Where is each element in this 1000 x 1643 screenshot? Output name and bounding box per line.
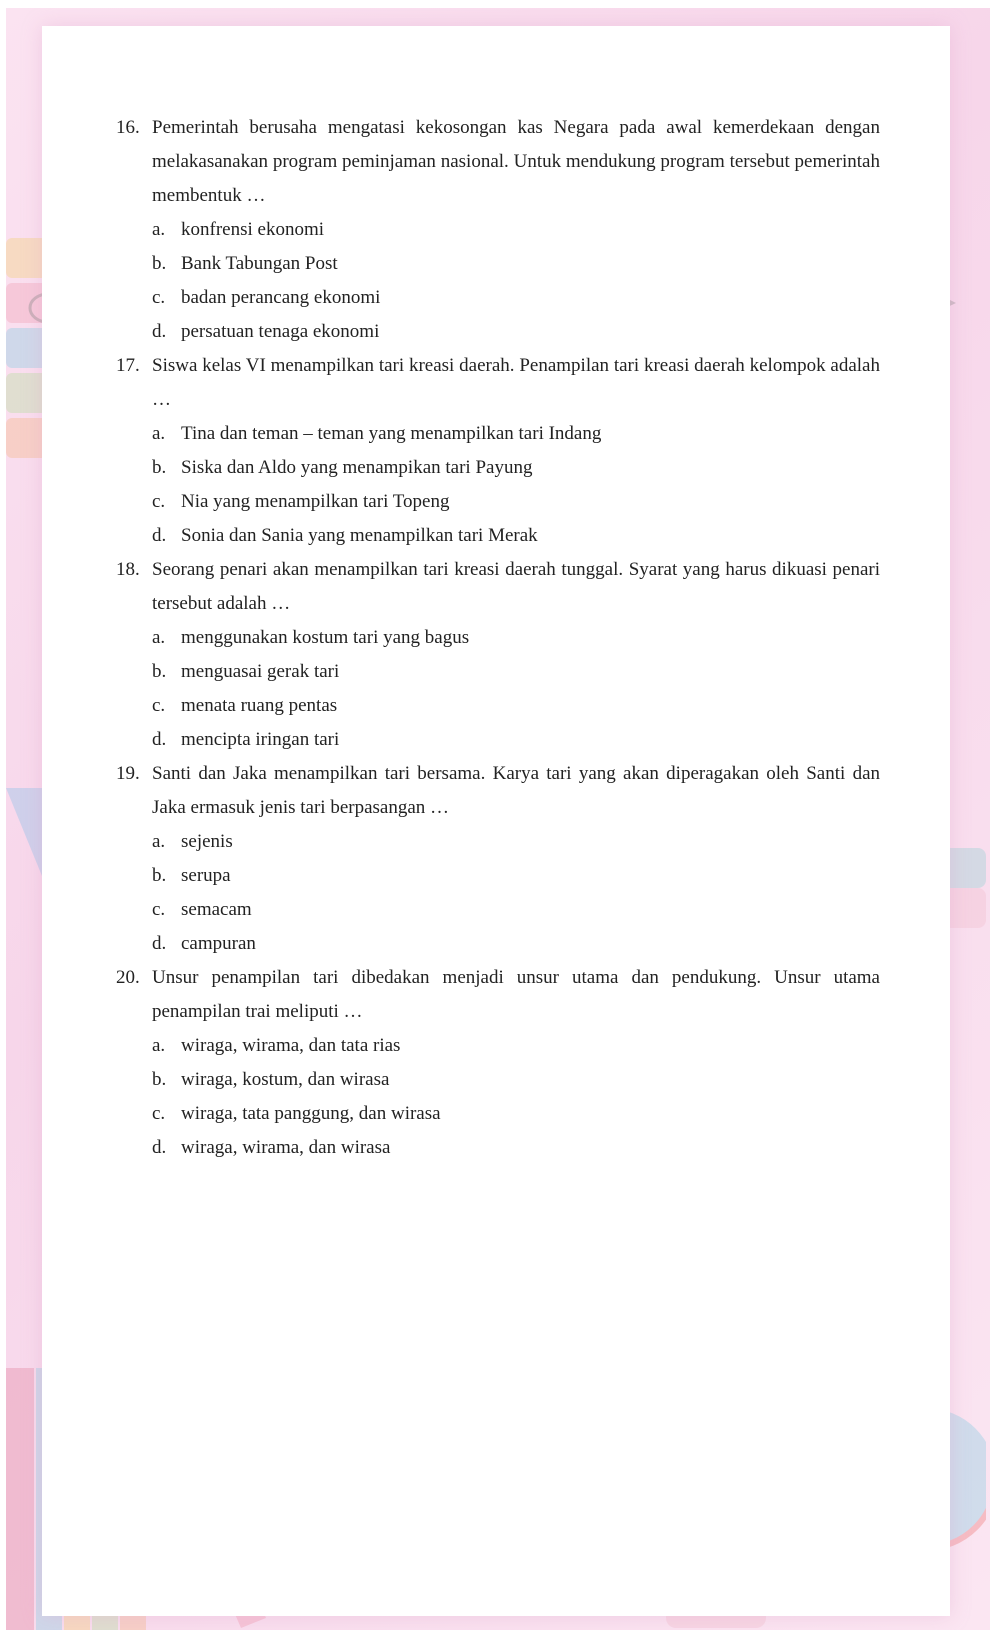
question-number: 17. [116,355,140,376]
option-d [152,315,880,349]
option-text: Siska dan Aldo yang menampikan tari Payung [181,457,533,478]
option-letter: b. [152,253,167,274]
option-text: menggunakan kostum tari yang bagus [181,627,470,648]
option-text: wiraga, wirama, dan wirasa [181,1137,391,1158]
question-text: Unsur penampilan tari dibedakan menjadi unsur utama dan pendukung. Unsur utama penampilan trai meliputi … [152,967,880,1022]
question-number: 18. [116,559,140,580]
option-text: konfrensi ekonomi [181,219,325,240]
option-a [152,825,880,859]
question-text: Santi dan Jaka menampilkan tari bersama. Karya tari yang akan diperagakan oleh Santi dan Jaka ermasuk jenis tari berpasangan … [152,763,880,818]
question-18 [116,553,880,757]
option-b [152,1063,880,1097]
option-letter: a. [152,627,166,648]
option-c [152,689,880,723]
option-letter: d. [152,525,167,546]
option-text: mencipta iringan tari [181,729,340,750]
option-d [152,927,880,961]
option-letter: c. [152,695,166,716]
question-17 [116,349,880,553]
option-text: wiraga, tata panggung, dan wirasa [181,1103,441,1124]
option-letter: c. [152,287,166,308]
option-letter: c. [152,1103,166,1124]
question-number: 20. [116,967,140,988]
question-text: Pemerintah berusaha mengatasi kekosongan kas Negara pada awal kemerdekaan dengan melakasanakan program peminjaman nasional. Untuk mendukung program tersebut pemerintah membentuk … [152,117,880,206]
option-b [152,247,880,281]
option-text: menata ruang pentas [181,695,338,716]
option-letter: d. [152,729,167,750]
option-letter: d. [152,1137,167,1158]
question-19 [116,757,880,961]
question-list [116,111,880,1165]
question-number: 19. [116,763,140,784]
option-letter: a. [152,423,166,444]
option-d [152,519,880,553]
option-b [152,451,880,485]
option-a [152,213,880,247]
option-text: Tina dan teman – teman yang menampilkan tari Indang [181,423,602,444]
option-letter: b. [152,1069,167,1090]
option-letter: b. [152,661,167,682]
option-text: wiraga, kostum, dan wirasa [181,1069,390,1090]
option-a [152,1029,880,1063]
question-text: Siswa kelas VI menampilkan tari kreasi daerah. Penampilan tari kreasi daerah kelompok adalah … [152,355,880,410]
option-c [152,893,880,927]
option-text: wiraga, wirama, dan tata rias [181,1035,401,1056]
option-letter: d. [152,933,167,954]
option-letter: a. [152,831,166,852]
question-16 [116,111,880,349]
option-text: persatuan tenaga ekonomi [181,321,380,342]
option-text: serupa [181,865,231,886]
option-a [152,621,880,655]
option-letter: b. [152,865,167,886]
option-b [152,859,880,893]
option-text: Nia yang menampilkan tari Topeng [181,491,450,512]
option-letter: c. [152,491,166,512]
option-d [152,723,880,757]
option-text: menguasai gerak tari [181,661,340,682]
question-number: 16. [116,117,140,138]
option-letter: a. [152,1035,166,1056]
option-c [152,281,880,315]
option-b [152,655,880,689]
option-letter: c. [152,899,166,920]
option-text: sejenis [181,831,233,852]
option-c [152,1097,880,1131]
option-text: Bank Tabungan Post [181,253,338,274]
option-text: semacam [181,899,252,920]
option-text: badan perancang ekonomi [181,287,381,308]
option-text: campuran [181,933,256,954]
question-text: Seorang penari akan menampilkan tari kreasi daerah tunggal. Syarat yang harus dikuasi penari tersebut adalah … [152,559,880,614]
option-d [152,1131,880,1165]
option-text: Sonia dan Sania yang menampilkan tari Merak [181,525,538,546]
option-c [152,485,880,519]
option-a [152,417,880,451]
option-letter: a. [152,219,166,240]
option-letter: d. [152,321,167,342]
option-letter: b. [152,457,167,478]
question-20 [116,961,880,1165]
